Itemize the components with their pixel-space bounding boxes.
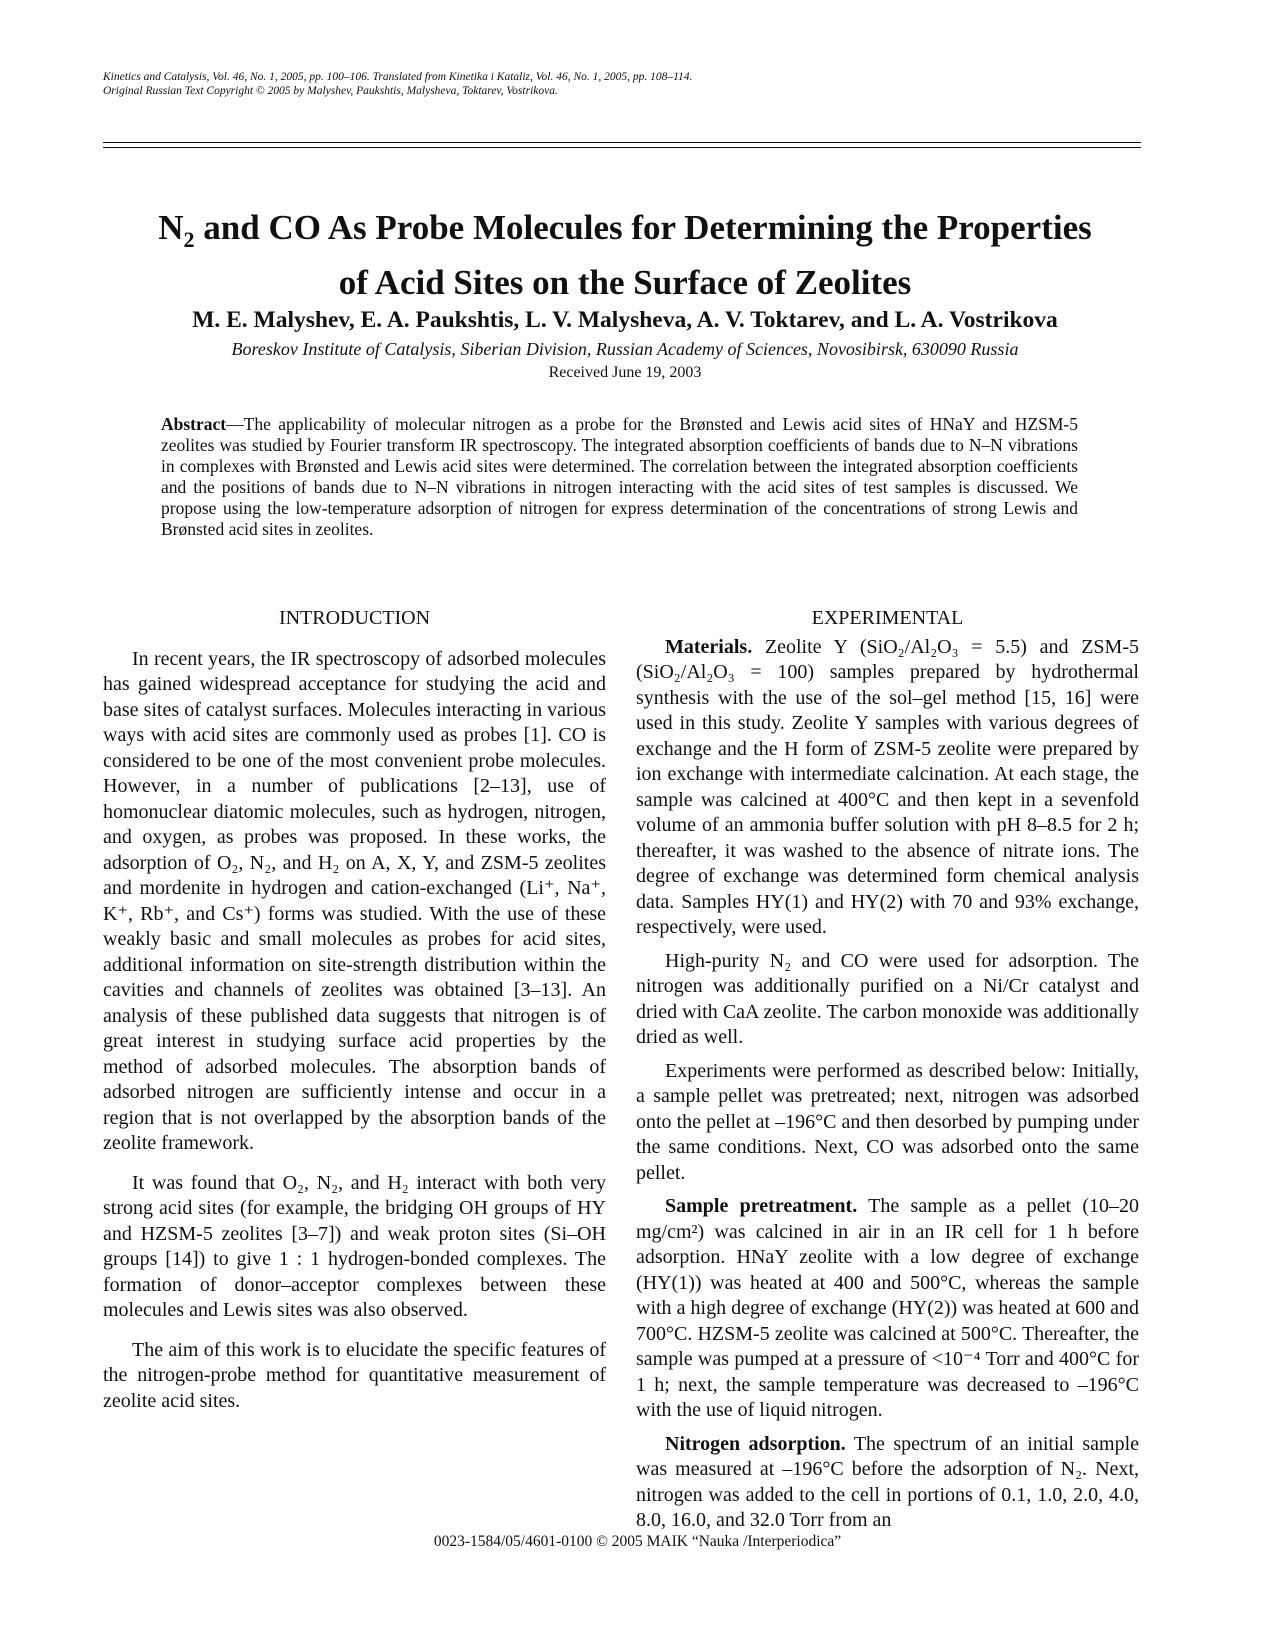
title-n: N <box>158 208 184 247</box>
abstract-text: —The applicability of molecular nitrogen as a probe for the Brønsted and Lewis acid sites of HNaY and HZSM-5 zeolites was studied by Fourier transform IR spectroscopy. The integrated absorption coefficients of bands due to N–N vibrations in complexes with Brønsted and Lewis acid sites were determined. The correlation between the integrated absorption coefficients and the positions of bands due to N–N vibrations in nitrogen interacting with the acid sites of test samples is discussed. We propose using the low-temperature adsorption of nitrogen for express determination of the concentrations of strong Lewis and Brønsted acid sites in zeolites. <box>161 414 1078 539</box>
experimental-heading: EXPERIMENTAL <box>811 607 964 629</box>
pretreatment-label: Sample pretreatment. <box>665 1195 858 1217</box>
materials-text: Zeolite Y (SiO₂/Al₂O₃ = 5.5) and ZSM-5 (SiO₂/Al₂O₃ = 100) samples prepared by hydrothermal synthesis with the use of the sol–gel method [15, 16] were used in this study. Zeolite Y samples with various degrees of exchange and the H form of ZSM-5 zeolite were prepared by ion exchange with intermediate calcination. At each stage, the sample was calcined at 400°C and then kept in a sevenfold volume of an ammonia buffer solution with pH 8–8.5 for 2 h; thereafter, it was washed to the absence of nitrate ions. The degree of exchange was determined form chemical analysis data. Samples HY(1) and HY(2) with 70 and 93% exchange, respectively, were used. <box>636 635 1139 938</box>
intro-paragraph-1: In recent years, the IR spectroscopy of adsorbed molecules has gained widespread acceptance for studying the acid and base sites of catalyst surfaces. Molecules interacting in various ways with acid sites are commonly used as probes [1]. CO is considered to be one of the most convenient probe molecules. However, in a number of publications [2–13], use of homonuclear diatomic molecules, such as hydrogen, nitrogen, and oxygen, as probes was proposed. In these works, the adsorption of O₂, N₂, and H₂ on A, X, Y, and ZSM-5 zeolites and mordenite in hydrogen and cation-exchanged (Li⁺, Na⁺, K⁺, Rb⁺, and Cs⁺) forms was studied. With the use of these weakly basic and small molecules as probes for acid sites, additional information on site-strength distribution within the cavities and channels of zeolites was obtained [3–13]. An analysis of these published data suggests that nitrogen is of great interest in studying surface acid properties by the method of adsorbed molecules. The absorption bands of adsorbed nitrogen are sufficiently intense and occur in a region that is not overlapped by the absorption bands of the zeolite framework. <box>103 647 606 1154</box>
title-line2: of Acid Sites on the Surface of Zeolites <box>338 263 912 302</box>
nitrogen-adsorption-label: Nitrogen adsorption. <box>665 1432 846 1455</box>
left-column <box>103 606 606 1428</box>
nitrogen-adsorption-text: The spectrum of an initial sample was measured at –196°C before the adsorption of N₂. Next, nitrogen was added to the cell in portions of 0.1, 1.0, 2.0, 4.0, 8.0, 16.0, and 32.0 Torr from an <box>636 1432 1140 1531</box>
header-line-copyright: Original Russian Text Copyright © 2005 by Malyshev, Paukshtis, Malysheva, Toktarev, Vostrikova. <box>103 85 558 97</box>
title-subscript: 2 <box>183 227 195 252</box>
pretreatment-paragraph <box>636 1194 1139 1424</box>
header-rule-bottom <box>103 147 1141 148</box>
title-line1-rest: and CO As Probe Molecules for Determining the Properties <box>194 208 1092 247</box>
author-list: M. E. Malyshev, E. A. Paukshtis, L. V. Malysheva, A. V. Toktarev, and L. A. Vostrikova <box>192 307 1058 333</box>
abstract-label: Abstract <box>161 414 227 434</box>
materials-label: Materials. <box>665 635 753 658</box>
header-line-citation: Kinetics and Catalysis, Vol. 46, No. 1, 2005, pp. 100–106. Translated from Kinetika i Kataliz, Vol. 46, No. 1, 2005, pp. 108–114. <box>103 71 693 83</box>
intro-paragraph-2: It was found that O₂, N₂, and H₂ interact with both very strong acid sites (for example, the bridging OH groups of HY and HZSM-5 zeolites [3–7]) and weak proton sites (Si–OH groups [14]) to give 1 : 1 hydrogen-bonded complexes. The formation of donor–acceptor complexes between these molecules and Lewis sites was also observed. <box>103 1171 606 1321</box>
abstract <box>161 414 1078 540</box>
journal-header <box>103 70 1143 98</box>
article-title <box>80 206 1170 304</box>
nitrogen-adsorption-paragraph <box>636 1432 1139 1534</box>
right-column <box>636 606 1139 1542</box>
experiments-paragraph: Experiments were performed as described below: Initially, a sample pellet was pretreated; next, nitrogen was adsorbed onto the pellet at –196°C and then desorbed by pumping under the same conditions. Next, CO was adsorbed onto the same pellet. <box>636 1059 1139 1184</box>
received-date: Received June 19, 2003 <box>548 364 702 381</box>
affiliation: Boreskov Institute of Catalysis, Siberian Division, Russian Academy of Sciences, Novosibirsk, 630090 Russia <box>231 339 1019 359</box>
high-purity-paragraph: High-purity N₂ and CO were used for adsorption. The nitrogen was additionally purified on a Ni/Cr catalyst and dried with CaA zeolite. The carbon monoxide was additionally dried as well. <box>636 949 1139 1048</box>
copyright-footer: 0023-1584/05/4601-0100 © 2005 MAIK “Nauka /Interperiodica” <box>433 1533 842 1550</box>
pretreatment-text: The sample as a pellet (10–20 mg/cm²) was calcined in air in an IR cell for 1 h before adsorption. HNaY zeolite with a low degree of exchange (HY(1)) was heated at 400 and 500°C, whereas the sample with a high degree of exchange (HY(2)) was heated at 600 and 700°C. HZSM-5 zeolite was calcined at 500°C. Thereafter, the sample was pumped at a pressure of <10⁻⁴ Torr and 400°C for 1 h; next, the sample temperature was decreased to –196°C with the use of liquid nitrogen. <box>636 1195 1140 1421</box>
header-rule-top <box>103 142 1141 143</box>
intro-paragraph-3: The aim of this work is to elucidate the specific features of the nitrogen-probe method for quantitative measurement of zeolite acid sites. <box>103 1338 606 1412</box>
materials-paragraph <box>636 635 1139 941</box>
introduction-heading: INTRODUCTION <box>278 607 431 629</box>
